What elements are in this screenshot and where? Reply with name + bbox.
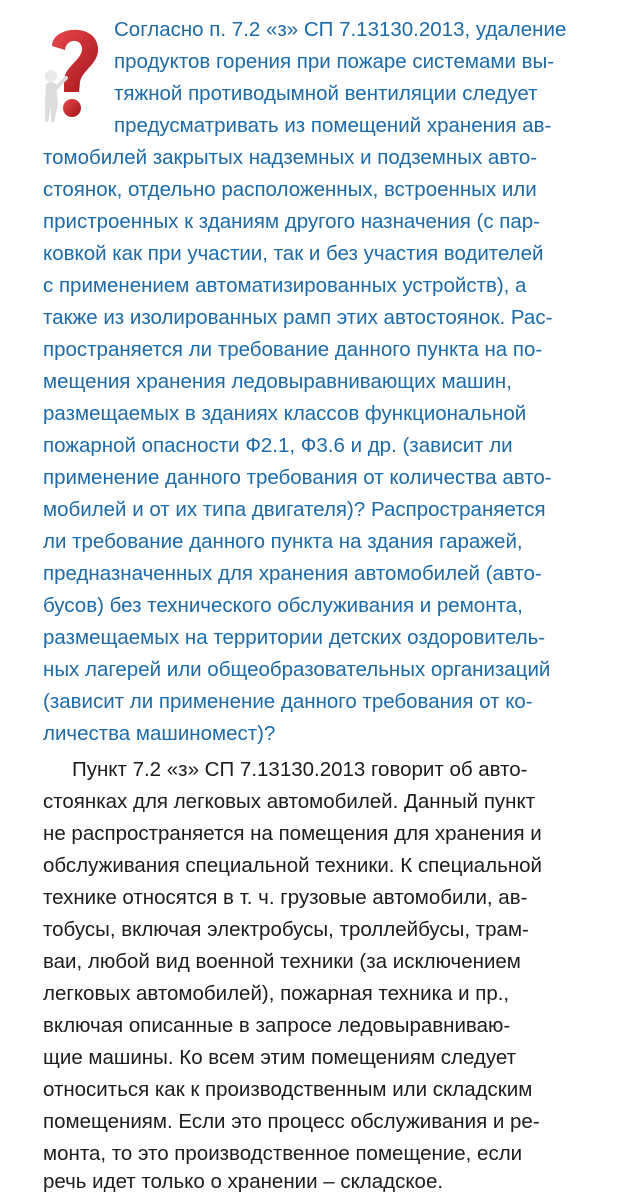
question-line: стоянок, отдельно расположенных, встроенных или xyxy=(43,178,537,201)
answer-line: включая описанные в запросе ледовыравниваю- xyxy=(43,1014,511,1037)
question-line: личества машиномест)? xyxy=(43,722,276,745)
answer-line: относиться как к производственным или складским xyxy=(43,1078,533,1101)
question-line: пространяется ли требование данного пункта на по- xyxy=(43,338,543,361)
question-line: (зависит ли применение данного требования от ко- xyxy=(43,690,533,713)
answer-line: щие машины. Ко всем этим помещениям следует xyxy=(43,1046,516,1069)
answer-line: тобусы, включая электробусы, троллейбусы, трам- xyxy=(43,918,529,941)
answer-line: помещениям. Если это процесс обслуживания и ре- xyxy=(43,1110,540,1133)
question-line: тяжной противодымной вентиляции следует xyxy=(114,82,538,105)
answer-line: монта, то это производственное помещение, если xyxy=(43,1142,523,1165)
question-line: пристроенных к зданиям другого назначения (с пар- xyxy=(43,210,541,233)
answer-line: Пункт 7.2 «з» СП 7.13130.2013 говорит об авто- xyxy=(72,758,528,781)
answer-line: ваи, любой вид военной техники (за исключением xyxy=(43,950,521,973)
answer-line: стоянках для легковых автомобилей. Данный пункт xyxy=(43,790,536,813)
question-line: бусов) без технического обслуживания и ремонта, xyxy=(43,594,523,617)
question-line: ковкой как при участии, так и без участия водителей xyxy=(43,242,544,265)
question-line: продуктов горения при пожаре системами вы- xyxy=(114,50,555,73)
question-line: применение данного требования от количества авто- xyxy=(43,466,552,489)
question-line: ли требование данного пункта на здания гаражей, xyxy=(43,530,523,553)
question-line: также из изолированных рамп этих автостоянок. Рас- xyxy=(43,306,553,329)
question-line: с применением автоматизированных устройств), а xyxy=(43,274,527,297)
answer-line: речь идет только о хранении – складское. xyxy=(43,1170,444,1193)
question-line: мобилей и от их типа двигателя)? Распространяется xyxy=(43,498,546,521)
answer-line: легковых автомобилей), пожарная техника и пр., xyxy=(43,982,510,1005)
answer-line: обслуживания специальной техники. К специальной xyxy=(43,854,542,877)
question-line: размещаемых на территории детских оздоровитель- xyxy=(43,626,546,649)
question-mark-person-icon xyxy=(38,16,110,128)
question-line: ных лагерей или общеобразовательных организаций xyxy=(43,658,551,681)
question-line: Согласно п. 7.2 «з» СП 7.13130.2013, удаление xyxy=(114,18,567,41)
question-line: предназначенных для хранения автомобилей (авто- xyxy=(43,562,542,585)
answer-line: технике относятся в т. ч. грузовые автомобили, ав- xyxy=(43,886,528,909)
answer-line: не распространяется на помещения для хранения и xyxy=(43,822,542,845)
question-line: предусматривать из помещений хранения ав- xyxy=(114,114,552,137)
question-line: пожарной опасности Ф2.1, Ф3.6 и др. (зависит ли xyxy=(43,434,513,457)
question-line: томобилей закрытых надземных и подземных авто- xyxy=(43,146,538,169)
question-line: мещения хранения ледовыравнивающих машин, xyxy=(43,370,512,393)
question-line: размещаемых в зданиях классов функциональной xyxy=(43,402,527,425)
